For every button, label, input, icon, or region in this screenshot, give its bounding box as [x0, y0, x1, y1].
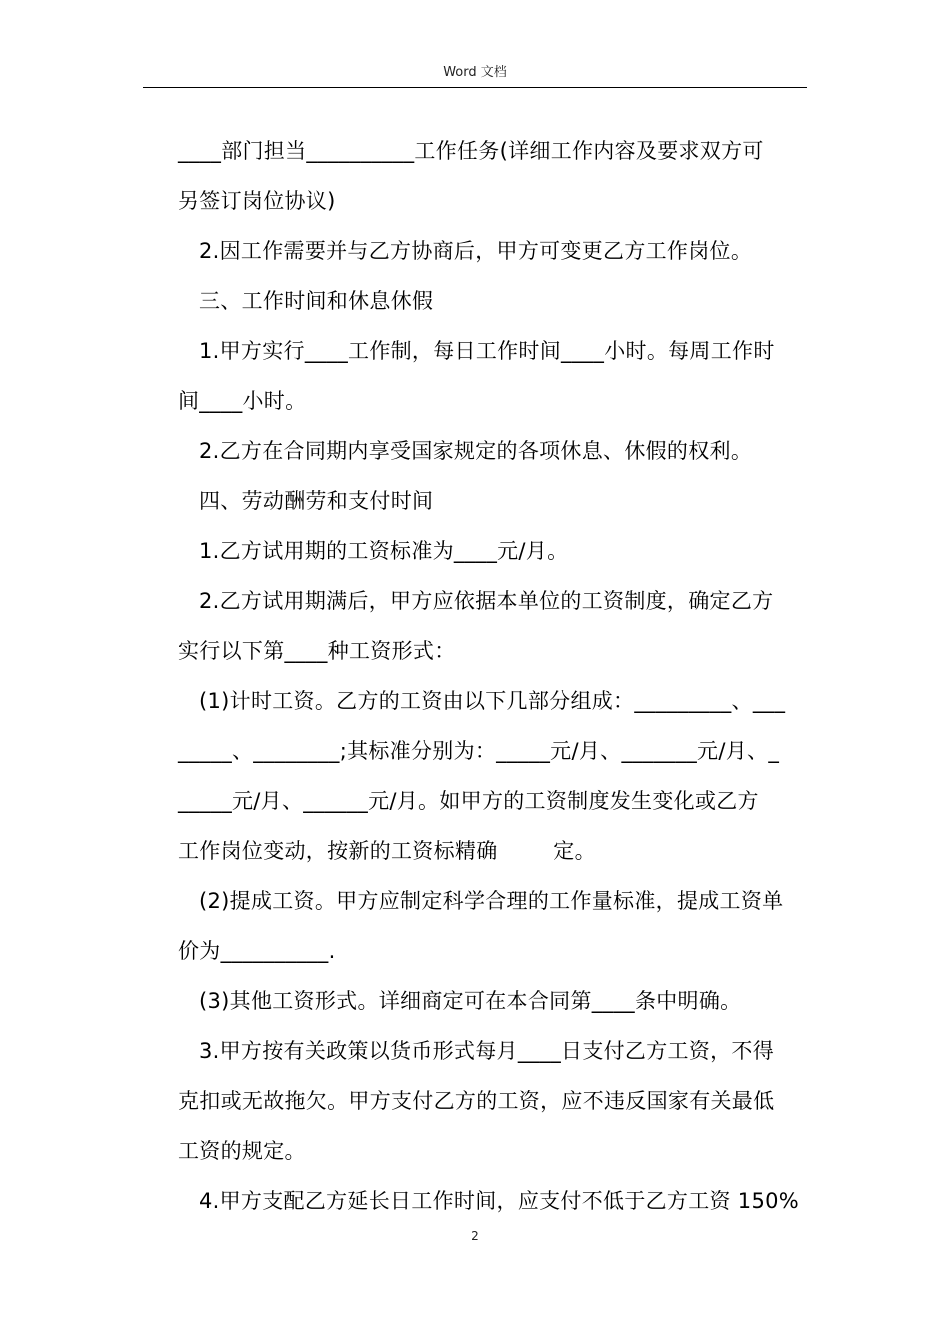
body-line: 1.乙方试用期的工资标准为____元/月。 — [199, 539, 569, 563]
header-divider — [143, 87, 807, 88]
body-line: 间____小时。 — [178, 389, 307, 413]
body-line: (1)计时工资。乙方的工资由以下几部分组成：_________、___ — [199, 689, 786, 713]
section-heading: 四、劳动酬劳和支付时间 — [199, 489, 434, 513]
body-line: 4.甲方支配乙方延长日工作时间，应支付不低于乙方工资 150% — [199, 1189, 800, 1213]
body-line: 2.乙方在合同期内享受国家规定的各项休息、休假的权利。 — [199, 439, 753, 463]
body-line: (2)提成工资。甲方应制定科学合理的工作量标准，提成工资单 — [199, 889, 784, 913]
body-line: ____部门担当__________工作任务(详细工作内容及要求双方可 — [178, 139, 764, 163]
body-line: 2.因工作需要并与乙方协商后，甲方可变更乙方工作岗位。 — [199, 239, 753, 263]
section-heading: 三、工作时间和休息休假 — [199, 289, 434, 313]
body-line: 另签订岗位协议) — [178, 189, 336, 213]
body-line: 价为__________. — [178, 939, 336, 963]
body-line: _____元/月、______元/月。如甲方的工资制度发生变化或乙方 — [178, 789, 759, 813]
body-line: 3.甲方按有关政策以货币形式每月____日支付乙方工资，不得 — [199, 1039, 775, 1063]
page-number: 2 — [471, 1229, 479, 1243]
body-line: 1.甲方实行____工作制，每日工作时间____小时。每周工作时 — [199, 339, 775, 363]
body-line: 克扣或无故拖欠。甲方支付乙方的工资，应不违反国家有关最低 — [178, 1089, 775, 1113]
body-line: (3)其他工资形式。详细商定可在本合同第____条中明确。 — [199, 989, 742, 1013]
body-line: _____、________;其标准分别为：_____元/月、_______元/月、_ — [178, 739, 780, 763]
body-line: 实行以下第____种工资形式： — [178, 639, 456, 663]
document-body — [178, 126, 808, 1226]
body-line: 工作岗位变动，按新的工资标精确 定。 — [178, 839, 596, 863]
body-line: 工资的规定。 — [178, 1139, 306, 1163]
page-header: Word 文档 — [443, 65, 507, 80]
body-line: 2.乙方试用期满后，甲方应依据本单位的工资制度，确定乙方 — [199, 589, 774, 613]
